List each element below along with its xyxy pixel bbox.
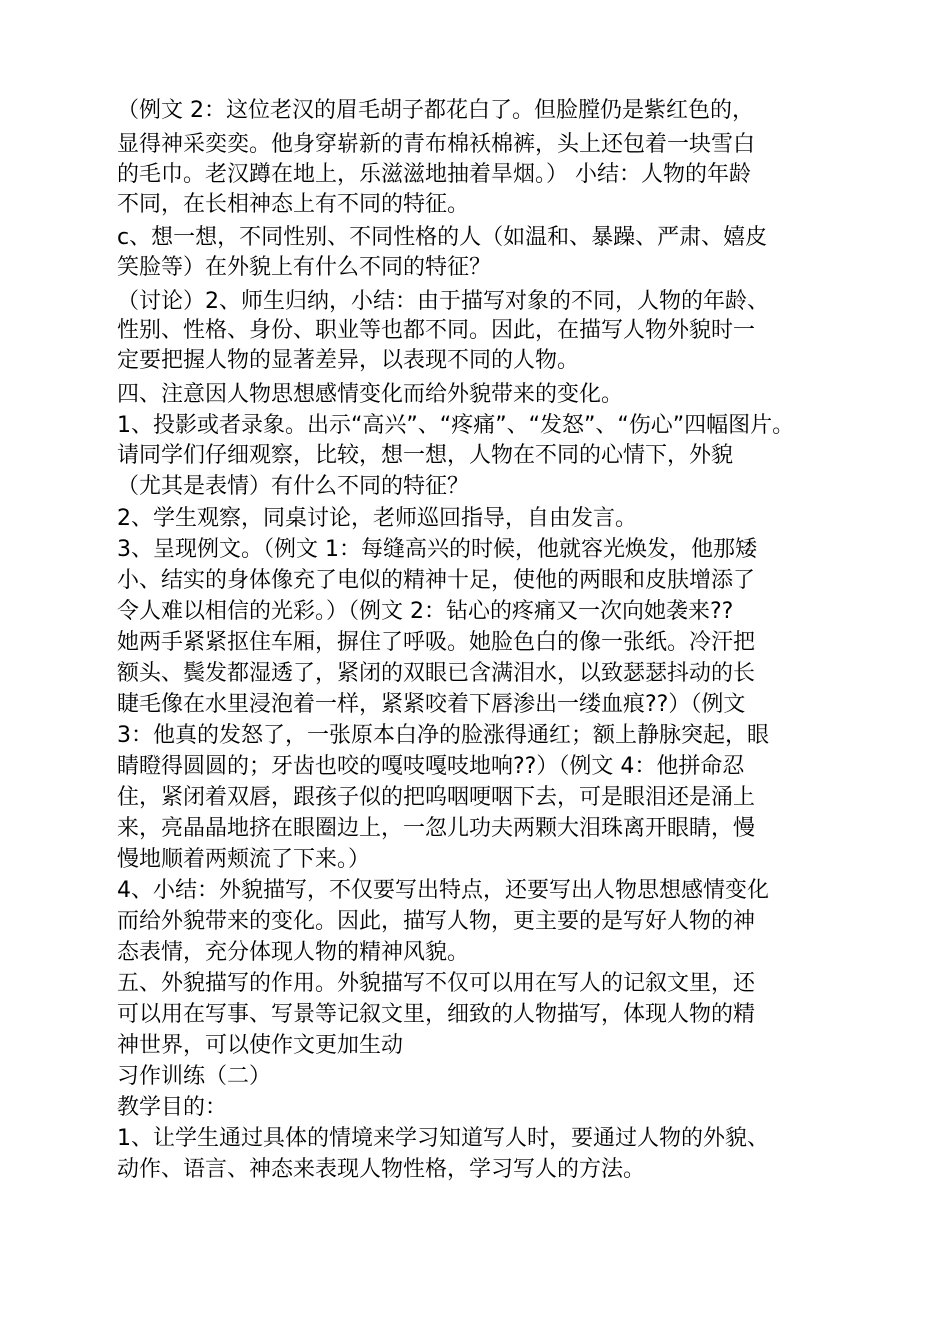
text-line: 4、小结：外貌描写，不仅要写出特点，还要写出人物思想感情变化 <box>117 878 769 903</box>
text-line: （讨论）2、师生归纳，小结：由于描写对象的不同，人物的年龄、 <box>117 289 769 314</box>
text-line: 不同，在长相神态上有不同的特征。 <box>117 192 470 217</box>
text-line: 令人难以相信的光彩。）（例文 2：钻心的疼痛又一次向她袭来?? <box>117 599 734 624</box>
text-line: 来，亮晶晶地挤在眼圈边上，一忽儿功夫两颗大泪珠离开眼睛，慢 <box>117 816 756 841</box>
text-line: 1、让学生通过具体的情境来学习知道写人时，要通过人物的外貌、 <box>117 1126 769 1151</box>
text-line: 动作、语言、神态来表现人物性格，学习写人的方法。 <box>117 1157 646 1182</box>
text-line: 教学目的： <box>117 1095 228 1120</box>
text-line: 定要把握人物的显著差异，以表现不同的人物。 <box>117 348 580 373</box>
text-line: 她两手紧紧抠住车厢，摒住了呼吸。她脸色白的像一张纸。冷汗把 <box>117 630 756 655</box>
text-line: 睛瞪得圆圆的；牙齿也咬的嘎吱嘎吱地响??）（例文 4：他拼命忍 <box>117 754 745 779</box>
text-line: 2、学生观察，同桌讨论，老师巡回指导，自由发言。 <box>117 506 637 531</box>
text-line: 显得神采奕奕。他身穿崭新的青布棉袄棉裤，头上还包着一块雪白 <box>117 132 756 157</box>
text-line: 五、外貌描写的作用。外貌描写不仅可以用在写人的记叙文里，还 <box>117 971 756 996</box>
text-line: 而给外貌带来的变化。因此，描写人物，更主要的是写好人物的神 <box>117 909 756 934</box>
text-line: 笑脸等）在外貌上有什么不同的特征？ <box>117 255 492 280</box>
text-line: 住，紧闭着双唇，跟孩子似的把呜咽哽咽下去，可是眼泪还是涌上 <box>117 785 756 810</box>
text-line: 态表情，充分体现人物的精神风貌。 <box>117 940 470 965</box>
text-line: 四、注意因人物思想感情变化而给外貌带来的变化。 <box>117 382 624 407</box>
text-line: （例文 2：这位老汉的眉毛胡子都花白了。但脸膛仍是紫红色的， <box>117 98 754 123</box>
text-line: 习作训练（二） <box>117 1064 272 1089</box>
text-line: 神世界，可以使作文更加生动 <box>117 1033 404 1058</box>
text-line: 请同学们仔细观察，比较，想一想，人物在不同的心情下，外貌 <box>117 443 734 468</box>
text-line: 的毛巾。老汉蹲在地上，乐滋滋地抽着旱烟。） 小结：人物的年龄 <box>117 162 751 187</box>
text-line: 额头、鬓发都湿透了，紧闭的双眼已含满泪水，以致瑟瑟抖动的长 <box>117 661 756 686</box>
text-line: c、想一想，不同性别、不同性格的人（如温和、暴躁、严肃、嬉皮 <box>117 225 768 250</box>
text-line: 可以用在写事、写景等记叙文里，细致的人物描写，体现人物的精 <box>117 1002 756 1027</box>
text-line: 慢地顺着两颊流了下来。） <box>117 847 371 872</box>
text-line: 1、投影或者录象。出示“高兴”、“疼痛”、“发怒”、“伤心”四幅图片。 <box>117 413 795 438</box>
text-line: 睫毛像在水里浸泡着一样，紧紧咬着下唇渗出一缕血痕??）（例文 <box>117 692 746 717</box>
text-line: 性别、性格、身份、职业等也都不同。因此，在描写人物外貌时一 <box>117 318 756 343</box>
text-line: 3：他真的发怒了，一张原本白净的脸涨得通红；额上静脉突起，眼 <box>117 723 769 748</box>
text-line: 小、结实的身体像充了电似的精神十足，使他的两眼和皮肤增添了 <box>117 568 756 593</box>
text-line: 3、呈现例文。（例文 1：每缝高兴的时候，他就容光焕发，他那矮 <box>117 537 757 562</box>
text-line: （尤其是表情）有什么不同的特征？ <box>117 474 470 499</box>
